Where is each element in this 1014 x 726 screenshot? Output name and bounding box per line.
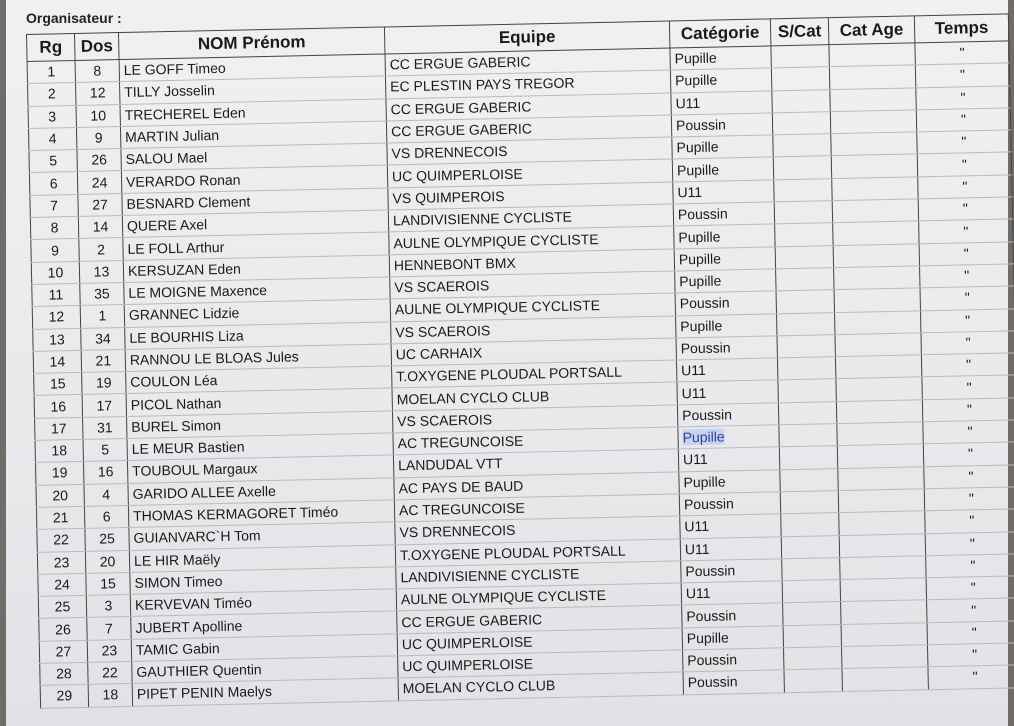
name-cell: BUREL Simon: [127, 411, 393, 439]
name-cell: MARTIN Julian: [120, 121, 386, 149]
scat-cell: [782, 557, 840, 581]
catage-cell: [841, 622, 927, 646]
category-cell: Poussin: [673, 202, 774, 226]
team-cell: LANDIVISIENNE CYCLISTE: [388, 204, 673, 232]
bib-cell: 35: [80, 282, 124, 305]
rank-cell: 1: [27, 60, 75, 83]
time-cell: ": [921, 353, 1014, 377]
name-cell: SALOU Mael: [121, 143, 387, 171]
category-cell: Poussin: [683, 648, 784, 672]
team-cell: T.OXYGENE PLOUDAL PORTSALL: [395, 538, 680, 566]
scat-cell: [784, 647, 842, 671]
catage-cell: [839, 511, 925, 535]
bib-cell: 34: [81, 327, 125, 350]
team-cell: VS SCAEROIS: [392, 405, 677, 433]
category-cell: Pupille: [679, 469, 780, 493]
time-cell: ": [921, 331, 1014, 355]
bib-cell: 22: [88, 661, 132, 684]
catage-cell: [840, 578, 926, 602]
team-cell: AULNE OLYMPIQUE CYCLISTE: [396, 583, 681, 611]
category-cell: Pupille: [674, 247, 775, 271]
name-cell: LE HIR Maëly: [129, 544, 395, 572]
bib-cell: 19: [82, 372, 126, 395]
scat-cell: [778, 379, 836, 403]
scat-cell: [773, 156, 831, 180]
header-equipe: Equipe: [384, 21, 670, 54]
rank-cell: 17: [35, 417, 83, 440]
bib-cell: 24: [77, 171, 121, 194]
team-cell: UC QUIMPERLOISE: [397, 628, 682, 656]
time-cell: ": [927, 598, 1014, 622]
rank-cell: 14: [33, 350, 81, 373]
catage-cell: [835, 355, 921, 379]
scat-cell: [777, 312, 835, 336]
bib-cell: 20: [85, 550, 129, 573]
team-cell: UC QUIMPERLOISE: [398, 650, 683, 678]
scat-cell: [777, 357, 835, 381]
rank-cell: 10: [31, 261, 79, 284]
time-cell: ": [915, 41, 1009, 65]
bib-cell: 18: [88, 684, 132, 707]
time-cell: ": [917, 130, 1011, 154]
bib-cell: 15: [86, 572, 130, 595]
scat-cell: [777, 334, 835, 358]
catage-cell: [836, 400, 922, 424]
catage-cell: [829, 65, 915, 89]
name-cell: QUERE Axel: [122, 210, 388, 238]
rank-cell: 18: [35, 439, 83, 462]
catage-cell: [835, 310, 921, 334]
name-cell: COULON Léa: [126, 366, 392, 394]
time-cell: ": [917, 152, 1011, 176]
time-cell: ": [918, 175, 1012, 199]
catage-cell: [842, 667, 928, 691]
scat-cell: [775, 223, 833, 247]
name-cell: LE FOLL Arthur: [123, 232, 389, 260]
team-cell: VS SCAEROIS: [390, 271, 675, 299]
catage-cell: [835, 333, 921, 357]
name-cell: PICOL Nathan: [126, 388, 392, 416]
scat-cell: [780, 468, 838, 492]
rank-cell: 25: [38, 595, 86, 618]
bib-cell: 26: [77, 149, 121, 172]
rank-cell: 19: [35, 462, 83, 485]
rank-cell: 5: [29, 150, 77, 173]
rank-cell: 11: [32, 283, 80, 306]
category-cell: Poussin: [676, 336, 777, 360]
catage-cell: [838, 466, 924, 490]
team-cell: CC ERGUE GABERIC: [397, 605, 682, 633]
scat-cell: [771, 67, 829, 91]
header-dos: Dos: [74, 33, 119, 61]
team-cell: VS DRENNECOIS: [395, 516, 680, 544]
catage-cell: [833, 244, 919, 268]
organisateur-label: Organisateur :: [26, 10, 122, 26]
category-cell: Poussin: [679, 492, 780, 516]
time-cell: ": [919, 242, 1013, 266]
catage-cell: [842, 645, 928, 669]
time-cell: ": [920, 286, 1014, 310]
results-table: [26, 13, 1014, 708]
rank-cell: 2: [28, 83, 76, 106]
time-cell: ": [918, 197, 1012, 221]
team-cell: AULNE OLYMPIQUE CYCLISTE: [389, 226, 674, 254]
catage-cell: [830, 87, 916, 111]
scat-cell: [783, 624, 841, 648]
bib-cell: 8: [75, 60, 119, 83]
scat-cell: [781, 513, 839, 537]
name-cell: BESNARD Clement: [122, 188, 388, 216]
catage-cell: [837, 444, 923, 468]
bib-cell: 31: [83, 416, 127, 439]
time-cell: ": [916, 108, 1010, 132]
scat-cell: [779, 446, 837, 470]
scat-cell: [779, 424, 837, 448]
team-cell: LANDUDAL VTT: [393, 449, 678, 477]
bib-cell: 21: [81, 349, 125, 372]
category-cell: U11: [673, 180, 774, 204]
rank-cell: 29: [40, 685, 88, 708]
rank-cell: 7: [30, 194, 78, 217]
scat-cell: [776, 290, 834, 314]
bib-cell: 16: [83, 461, 127, 484]
scat-cell: [780, 491, 838, 515]
team-cell: AC TREGUNCOISE: [393, 427, 678, 455]
bib-cell: 7: [87, 617, 131, 640]
category-cell: U11: [676, 358, 777, 382]
team-cell: CC ERGUE GABERIC: [385, 48, 670, 76]
category-cell: Pupille: [670, 68, 771, 92]
bib-cell: 5: [83, 439, 127, 462]
time-cell: ": [919, 219, 1013, 243]
bib-cell: 27: [78, 193, 122, 216]
category-cell: Poussin: [681, 559, 782, 583]
category-cell: U11: [681, 581, 782, 605]
time-cell: ": [925, 531, 1014, 555]
header-categorie: Catégorie: [669, 19, 771, 48]
catage-cell: [834, 266, 920, 290]
scat-cell: [771, 45, 829, 69]
name-cell: GRANNEC Lidzie: [124, 299, 390, 327]
name-cell: LE BOURHIS Liza: [125, 321, 391, 349]
bib-cell: 4: [84, 483, 128, 506]
catage-cell: [831, 132, 917, 156]
name-cell: LE GOFF Timeo: [119, 54, 385, 82]
category-cell: Pupille: [682, 625, 783, 649]
results-sheet: [6, 0, 1008, 726]
team-cell: MOELAN CYCLO CLUB: [398, 672, 683, 700]
rank-cell: 28: [40, 662, 88, 685]
rank-cell: 27: [39, 640, 87, 663]
time-cell: ": [924, 487, 1014, 511]
name-cell: KERVEVAN Timéo: [130, 589, 396, 617]
bib-cell: 2: [79, 238, 123, 261]
category-cell: Poussin: [683, 670, 784, 694]
scat-cell: [783, 602, 841, 626]
name-cell: JUBERT Apolline: [131, 611, 397, 639]
rank-cell: 8: [30, 217, 78, 240]
category-cell: U11: [680, 514, 781, 538]
team-cell: MOELAN CYCLO CLUB: [392, 382, 677, 410]
catage-cell: [837, 422, 923, 446]
scat-cell: [772, 112, 830, 136]
header-scat: S/Cat: [770, 18, 829, 46]
category-cell: Poussin: [671, 113, 772, 137]
name-cell: SIMON Timeo: [130, 567, 396, 595]
category-cell: U11: [680, 536, 781, 560]
time-cell: ": [916, 86, 1010, 110]
time-cell: ": [923, 442, 1014, 466]
name-cell: RANNOU LE BLOAS Jules: [125, 344, 391, 372]
category-cell: U11: [677, 380, 778, 404]
scat-cell: [776, 268, 834, 292]
time-cell: ": [926, 554, 1014, 578]
catage-cell: [841, 600, 927, 624]
time-cell: ": [923, 420, 1014, 444]
scat-cell: [782, 580, 840, 604]
rank-cell: 4: [28, 127, 76, 150]
catage-cell: [840, 556, 926, 580]
rank-cell: 15: [34, 373, 82, 396]
name-cell: LE MEUR Bastien: [127, 433, 393, 461]
catage-cell: [832, 177, 918, 201]
catage-cell: [830, 110, 916, 134]
bib-cell: 3: [86, 595, 130, 618]
catage-cell: [839, 533, 925, 557]
name-cell: PIPET PENIN Maelys: [132, 678, 398, 706]
rank-cell: 22: [37, 529, 85, 552]
header-rg: Rg: [27, 33, 76, 61]
time-cell: ": [927, 643, 1014, 667]
scat-cell: [784, 669, 842, 693]
team-cell: VS SCAEROIS: [391, 316, 676, 344]
bib-cell: 12: [76, 82, 120, 105]
catage-cell: [836, 377, 922, 401]
rank-cell: 23: [37, 551, 85, 574]
catage-cell: [833, 221, 919, 245]
time-cell: ": [922, 398, 1014, 422]
catage-cell: [832, 199, 918, 223]
header-nom: NOM Prénom: [118, 27, 385, 60]
rank-cell: 12: [32, 306, 80, 329]
category-cell: Pupille: [672, 157, 773, 181]
bib-cell: 14: [78, 216, 122, 239]
time-cell: ": [927, 621, 1014, 645]
scat-cell: [772, 89, 830, 113]
category-cell: Pupille: [670, 46, 771, 70]
name-cell: GUIANVARC`H Tom: [129, 522, 395, 550]
scat-cell: [774, 178, 832, 202]
category-cell: U11: [678, 447, 779, 471]
rank-cell: 9: [31, 239, 79, 262]
name-cell: TOUBOUL Margaux: [127, 455, 393, 483]
time-cell: ": [920, 308, 1014, 332]
rank-cell: 26: [39, 618, 87, 641]
rank-cell: 6: [29, 172, 77, 195]
name-cell: TRECHEREL Eden: [120, 99, 386, 127]
team-cell: VS DRENNECOIS: [387, 137, 672, 165]
rank-cell: 16: [34, 395, 82, 418]
team-cell: EC PLESTIN PAYS TREGOR: [385, 70, 670, 98]
team-cell: VS QUIMPEROIS: [388, 182, 673, 210]
rank-cell: 3: [28, 105, 76, 128]
time-cell: ": [926, 576, 1014, 600]
team-cell: AC PAYS DE BAUD: [394, 472, 679, 500]
name-cell: LE MOIGNE Maxence: [124, 277, 390, 305]
time-cell: ": [924, 464, 1014, 488]
time-cell: ": [920, 264, 1014, 288]
category-cell: Pupille: [672, 135, 773, 159]
name-cell: GAUTHIER Quentin: [132, 656, 398, 684]
name-cell: TAMIC Gabin: [131, 634, 397, 662]
name-cell: TILLY Josselin: [120, 76, 386, 104]
time-cell: ": [925, 509, 1014, 533]
team-cell: AC TREGUNCOISE: [394, 494, 679, 522]
category-cell: Poussin: [677, 403, 778, 427]
scat-cell: [774, 201, 832, 225]
team-cell: AULNE OLYMPIQUE CYCLISTE: [390, 293, 675, 321]
bib-cell: 1: [80, 305, 124, 328]
team-cell: T.OXYGENE PLOUDAL PORTSALL: [392, 360, 677, 388]
scat-cell: [775, 245, 833, 269]
bib-cell: 9: [76, 126, 120, 149]
scat-cell: [773, 134, 831, 158]
name-cell: THOMAS KERMAGORET Timéo: [128, 500, 394, 528]
bib-cell: 10: [76, 104, 120, 127]
category-cell: Poussin: [675, 291, 776, 315]
category-cell: Poussin: [682, 603, 783, 627]
name-cell: VERARDO Ronan: [121, 165, 387, 193]
scat-cell: [778, 401, 836, 425]
bib-cell: 23: [87, 639, 131, 662]
team-cell: UC QUIMPERLOISE: [387, 159, 672, 187]
category-cell: U11: [671, 90, 772, 114]
category-cell: Pupille: [675, 269, 776, 293]
bib-cell: 6: [84, 505, 128, 528]
time-cell: ": [915, 63, 1009, 87]
name-cell: GARIDO ALLEE Axelle: [128, 478, 394, 506]
team-cell: HENNEBONT BMX: [389, 249, 674, 277]
catage-cell: [831, 154, 917, 178]
name-cell: KERSUZAN Eden: [123, 255, 389, 283]
category-cell: Pupille: [674, 224, 775, 248]
header-temps: Temps: [914, 14, 1009, 43]
catage-cell: [829, 43, 915, 67]
category-cell: Pupille: [678, 425, 779, 449]
header-catage: Cat Age: [828, 16, 915, 45]
time-cell: ": [928, 665, 1014, 689]
team-cell: CC ERGUE GABERIC: [386, 93, 671, 121]
rank-cell: 20: [36, 484, 84, 507]
team-cell: LANDIVISIENNE CYCLISTE: [396, 561, 681, 589]
time-cell: ": [922, 375, 1014, 399]
category-cell: Pupille: [676, 313, 777, 337]
catage-cell: [838, 489, 924, 513]
catage-cell: [834, 288, 920, 312]
rank-cell: 24: [38, 573, 86, 596]
bib-cell: 17: [82, 394, 126, 417]
team-cell: CC ERGUE GABERIC: [386, 115, 671, 143]
scat-cell: [781, 535, 839, 559]
rank-cell: 13: [33, 328, 81, 351]
bib-cell: 25: [85, 528, 129, 551]
rank-cell: 21: [36, 506, 84, 529]
team-cell: UC CARHAIX: [391, 338, 676, 366]
bib-cell: 13: [79, 260, 123, 283]
